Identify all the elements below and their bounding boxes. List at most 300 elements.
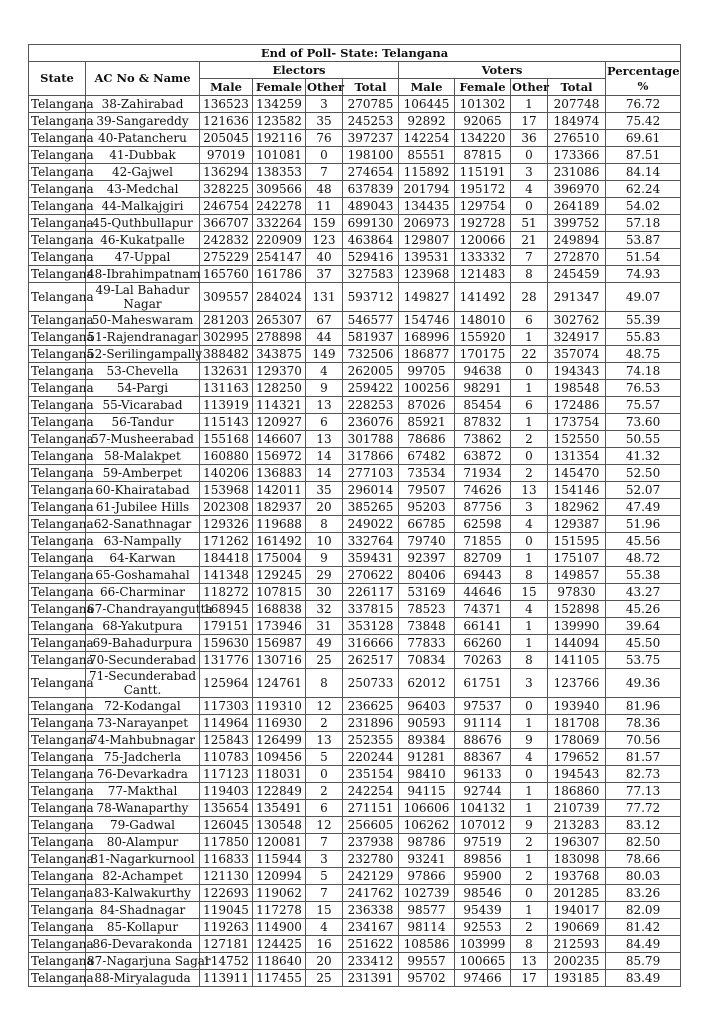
header-electors-male: Male: [200, 79, 253, 96]
cell-percentage: 62.24: [606, 181, 681, 198]
table-row: [29, 215, 681, 232]
cell-electors-other: 15: [306, 902, 343, 919]
cell-percentage: 73.60: [606, 414, 681, 431]
cell-electors-female: 161492: [253, 533, 306, 550]
cell-electors-total: 234167: [343, 919, 399, 936]
cell-electors-male: 275229: [200, 249, 253, 266]
table-row: [29, 766, 681, 783]
cell-electors-male: 184418: [200, 550, 253, 567]
cell-ac: 79-Gadwal: [86, 817, 200, 834]
table-row: [29, 902, 681, 919]
cell-voters-male: 139531: [399, 249, 455, 266]
cell-electors-other: 25: [306, 970, 343, 987]
cell-voters-female: 170175: [455, 346, 511, 363]
cell-electors-female: 101081: [253, 147, 306, 164]
cell-voters-male: 201794: [399, 181, 455, 198]
cell-electors-female: 265307: [253, 312, 306, 329]
cell-ac: 72-Kodangal: [86, 698, 200, 715]
cell-state: Telangana: [29, 902, 86, 919]
cell-state: Telangana: [29, 482, 86, 499]
cell-voters-total: 302762: [548, 312, 606, 329]
cell-ac: 50-Maheswaram: [86, 312, 200, 329]
cell-electors-male: 129326: [200, 516, 253, 533]
cell-voters-other: 36: [511, 130, 548, 147]
cell-voters-female: 63872: [455, 448, 511, 465]
table-row: [29, 601, 681, 618]
cell-percentage: 83.12: [606, 817, 681, 834]
cell-voters-total: 179652: [548, 749, 606, 766]
cell-voters-other: 15: [511, 584, 548, 601]
header-voters-female: Female: [455, 79, 511, 96]
cell-electors-total: 198100: [343, 147, 399, 164]
cell-electors-other: 2: [306, 715, 343, 732]
cell-voters-total: 151595: [548, 533, 606, 550]
cell-voters-other: 3: [511, 499, 548, 516]
cell-voters-female: 91114: [455, 715, 511, 732]
cell-voters-female: 95900: [455, 868, 511, 885]
table-row: [29, 397, 681, 414]
cell-electors-other: 8: [306, 669, 343, 698]
cell-percentage: 84.49: [606, 936, 681, 953]
cell-voters-other: 28: [511, 283, 548, 312]
cell-electors-total: 242129: [343, 868, 399, 885]
cell-electors-male: 388482: [200, 346, 253, 363]
cell-electors-female: 129245: [253, 567, 306, 584]
table-row: [29, 431, 681, 448]
cell-electors-male: 165760: [200, 266, 253, 283]
cell-state: Telangana: [29, 885, 86, 902]
cell-ac: 40-Patancheru: [86, 130, 200, 147]
header-state: State: [29, 62, 86, 96]
cell-state: Telangana: [29, 834, 86, 851]
cell-voters-female: 133332: [455, 249, 511, 266]
cell-electors-male: 135654: [200, 800, 253, 817]
table-row: [29, 198, 681, 215]
cell-voters-total: 212593: [548, 936, 606, 953]
cell-voters-male: 168996: [399, 329, 455, 346]
cell-state: Telangana: [29, 669, 86, 698]
cell-voters-total: 194343: [548, 363, 606, 380]
cell-percentage: 85.79: [606, 953, 681, 970]
cell-voters-female: 92553: [455, 919, 511, 936]
cell-electors-male: 159630: [200, 635, 253, 652]
cell-electors-other: 5: [306, 868, 343, 885]
cell-electors-male: 302995: [200, 329, 253, 346]
cell-ac: 46-Kukatpalle: [86, 232, 200, 249]
cell-voters-male: 149827: [399, 283, 455, 312]
cell-voters-other: 1: [511, 783, 548, 800]
cell-electors-other: 35: [306, 113, 343, 130]
cell-ac: 80-Alampur: [86, 834, 200, 851]
cell-electors-male: 113919: [200, 397, 253, 414]
cell-state: Telangana: [29, 215, 86, 232]
cell-percentage: 45.50: [606, 635, 681, 652]
cell-electors-other: 37: [306, 266, 343, 283]
cell-electors-female: 332264: [253, 215, 306, 232]
cell-electors-total: 236076: [343, 414, 399, 431]
cell-voters-male: 123968: [399, 266, 455, 283]
table-row: [29, 181, 681, 198]
cell-electors-other: 4: [306, 919, 343, 936]
cell-electors-male: 246754: [200, 198, 253, 215]
cell-voters-female: 195172: [455, 181, 511, 198]
cell-ac: 52-Serilingampally: [87, 346, 203, 361]
cell-electors-male: 121130: [200, 868, 253, 885]
cell-voters-other: 3: [511, 164, 548, 181]
cell-voters-total: 175107: [548, 550, 606, 567]
cell-voters-other: 0: [511, 448, 548, 465]
cell-electors-total: 235154: [343, 766, 399, 783]
cell-percentage: 78.66: [606, 851, 681, 868]
cell-state: Telangana: [29, 936, 86, 953]
cell-voters-other: 7: [511, 249, 548, 266]
cell-voters-total: 276510: [548, 130, 606, 147]
cell-ac: 42-Gajwel: [86, 164, 200, 181]
table-row: [29, 533, 681, 550]
cell-electors-male: 119045: [200, 902, 253, 919]
cell-percentage: 82.73: [606, 766, 681, 783]
header-electors-other: Other: [307, 79, 345, 94]
cell-percentage: 83.49: [606, 970, 681, 987]
cell-electors-other: 9: [306, 550, 343, 567]
cell-voters-male: 129807: [399, 232, 455, 249]
cell-voters-female: 74371: [455, 601, 511, 618]
cell-electors-female: 116930: [253, 715, 306, 732]
table-row: [29, 516, 681, 533]
cell-state: Telangana: [29, 329, 86, 346]
cell-ac: 73-Narayanpet: [86, 715, 200, 732]
cell-voters-other: 8: [511, 266, 548, 283]
cell-electors-total: 241762: [343, 885, 399, 902]
table-row: [29, 919, 681, 936]
table-row: [29, 953, 681, 970]
cell-electors-other: 7: [306, 885, 343, 902]
cell-electors-total: 732506: [343, 346, 399, 363]
cell-state: Telangana: [29, 266, 86, 283]
cell-percentage: 39.64: [606, 618, 681, 635]
cell-electors-total: 593712: [343, 283, 399, 312]
cell-electors-male: 115143: [200, 414, 253, 431]
cell-electors-male: 242832: [200, 232, 253, 249]
cell-electors-male: 366707: [200, 215, 253, 232]
cell-voters-other: 1: [511, 550, 548, 567]
cell-electors-total: 489043: [343, 198, 399, 215]
cell-voters-other: 2: [511, 834, 548, 851]
cell-percentage: 50.55: [606, 431, 681, 448]
cell-voters-male: 106262: [399, 817, 455, 834]
cell-voters-total: 129387: [548, 516, 606, 533]
cell-percentage: 53.75: [606, 652, 681, 669]
cell-electors-female: 242278: [253, 198, 306, 215]
cell-electors-female: 117278: [253, 902, 306, 919]
cell-electors-male: 114752: [200, 953, 253, 970]
cell-state: Telangana: [29, 567, 86, 584]
header-voters-other: Other: [512, 79, 550, 94]
header-electors-female: Female: [253, 79, 306, 96]
cell-voters-female: 85454: [455, 397, 511, 414]
cell-ac: 83-Kalwakurthy: [86, 885, 200, 902]
cell-voters-female: 61751: [455, 669, 511, 698]
cell-voters-female: 71855: [455, 533, 511, 550]
cell-state: Telangana: [29, 783, 86, 800]
cell-voters-male: 99705: [399, 363, 455, 380]
cell-electors-other: 149: [306, 346, 343, 363]
cell-electors-other: 76: [306, 130, 343, 147]
cell-electors-other: 13: [306, 397, 343, 414]
table-row: [29, 732, 681, 749]
cell-voters-total: 172486: [548, 397, 606, 414]
cell-percentage: 47.49: [606, 499, 681, 516]
cell-electors-male: 121636: [200, 113, 253, 130]
cell-electors-male: 126045: [200, 817, 253, 834]
cell-electors-female: 122849: [253, 783, 306, 800]
table-row: [29, 414, 681, 431]
cell-voters-other: 4: [511, 601, 548, 618]
cell-ac: 82-Achampet: [86, 868, 200, 885]
cell-percentage: 48.72: [606, 550, 681, 567]
table-row: [29, 283, 681, 312]
cell-voters-total: 264189: [548, 198, 606, 215]
cell-voters-female: 97537: [455, 698, 511, 715]
cell-electors-male: 202308: [200, 499, 253, 516]
table-row: [29, 584, 681, 601]
cell-electors-female: 278898: [253, 329, 306, 346]
cell-electors-male: 114964: [200, 715, 253, 732]
cell-voters-other: 51: [511, 215, 548, 232]
cell-electors-male: 132631: [200, 363, 253, 380]
cell-electors-total: 316666: [343, 635, 399, 652]
cell-voters-total: 193768: [548, 868, 606, 885]
cell-electors-other: 44: [306, 329, 343, 346]
cell-percentage: 53.87: [606, 232, 681, 249]
table-row: [29, 715, 681, 732]
cell-electors-male: 125964: [200, 669, 253, 698]
cell-electors-male: 116833: [200, 851, 253, 868]
cell-electors-other: 12: [306, 817, 343, 834]
cell-voters-other: 22: [511, 346, 548, 363]
cell-ac: 69-Bahadurpura: [86, 635, 200, 652]
cell-voters-total: 139990: [548, 618, 606, 635]
cell-electors-other: 29: [306, 567, 343, 584]
cell-voters-male: 102739: [399, 885, 455, 902]
cell-electors-other: 131: [306, 283, 343, 312]
cell-electors-total: 242254: [343, 783, 399, 800]
cell-electors-total: 232780: [343, 851, 399, 868]
cell-ac: 41-Dubbak: [86, 147, 200, 164]
cell-percentage: 87.51: [606, 147, 681, 164]
cell-electors-total: 237938: [343, 834, 399, 851]
cell-electors-total: 385265: [343, 499, 399, 516]
cell-voters-male: 70834: [399, 652, 455, 669]
cell-electors-total: 463864: [343, 232, 399, 249]
cell-electors-total: 296014: [343, 482, 399, 499]
cell-electors-male: 110783: [200, 749, 253, 766]
cell-voters-other: 6: [511, 397, 548, 414]
cell-voters-female: 87756: [455, 499, 511, 516]
cell-electors-other: 123: [306, 232, 343, 249]
cell-percentage: 76.72: [606, 96, 681, 113]
table-row: [29, 868, 681, 885]
cell-voters-female: 88367: [455, 749, 511, 766]
cell-voters-female: 66141: [455, 618, 511, 635]
cell-electors-total: 233412: [343, 953, 399, 970]
cell-state: Telangana: [29, 550, 86, 567]
header-electors-total: Total: [343, 79, 399, 96]
cell-voters-total: 178069: [548, 732, 606, 749]
table-row: [29, 96, 681, 113]
cell-state: Telangana: [29, 601, 86, 618]
cell-voters-male: 95702: [399, 970, 455, 987]
cell-electors-total: 529416: [343, 249, 399, 266]
cell-state: Telangana: [29, 698, 86, 715]
cell-voters-male: 99557: [399, 953, 455, 970]
cell-electors-female: 120081: [253, 834, 306, 851]
table-row: [29, 346, 681, 363]
cell-voters-other: 1: [511, 851, 548, 868]
cell-electors-other: 6: [306, 414, 343, 431]
cell-voters-other: 2: [511, 465, 548, 482]
cell-percentage: 78.36: [606, 715, 681, 732]
cell-electors-other: 67: [306, 312, 343, 329]
cell-ac: 88-Miryalaguda: [86, 970, 200, 987]
cell-electors-male: 205045: [200, 130, 253, 147]
cell-percentage: 77.13: [606, 783, 681, 800]
cell-percentage: 80.03: [606, 868, 681, 885]
cell-electors-female: 130548: [253, 817, 306, 834]
cell-electors-female: 115944: [253, 851, 306, 868]
cell-state: Telangana: [29, 618, 86, 635]
cell-voters-total: 152898: [548, 601, 606, 618]
cell-ac: 85-Kollapur: [86, 919, 200, 936]
cell-voters-male: 78523: [399, 601, 455, 618]
cell-ac: 53-Chevella: [86, 363, 200, 380]
cell-ac: 59-Amberpet: [86, 465, 200, 482]
cell-voters-total: 145470: [548, 465, 606, 482]
cell-voters-male: 98786: [399, 834, 455, 851]
cell-voters-total: 201285: [548, 885, 606, 902]
cell-voters-other: 1: [511, 715, 548, 732]
cell-electors-female: 343875: [253, 346, 306, 363]
cell-ac: 55-Vicarabad: [86, 397, 200, 414]
cell-voters-other: 1: [511, 380, 548, 397]
cell-voters-total: 200235: [548, 953, 606, 970]
cell-voters-total: 131354: [548, 448, 606, 465]
cell-electors-other: 2: [306, 783, 343, 800]
cell-voters-total: 183098: [548, 851, 606, 868]
cell-electors-female: 138353: [253, 164, 306, 181]
table-row: [29, 312, 681, 329]
table-row: [29, 970, 681, 987]
cell-electors-other: 31: [306, 618, 343, 635]
table-row: [29, 783, 681, 800]
cell-state: Telangana: [29, 851, 86, 868]
cell-electors-male: 117303: [200, 698, 253, 715]
cell-voters-other: 17: [511, 113, 548, 130]
cell-voters-male: 79740: [399, 533, 455, 550]
cell-electors-other: 12: [306, 698, 343, 715]
cell-electors-other: 11: [306, 198, 343, 215]
cell-voters-total: 149857: [548, 567, 606, 584]
cell-state: Telangana: [29, 283, 86, 312]
cell-ac: 51-Rajendranagar: [87, 329, 198, 344]
cell-state: Telangana: [29, 516, 86, 533]
cell-voters-other: 13: [511, 953, 548, 970]
cell-electors-other: 13: [306, 431, 343, 448]
cell-ac: 48-Ibrahimpatnam: [87, 266, 201, 281]
cell-voters-male: 73848: [399, 618, 455, 635]
cell-electors-total: 317866: [343, 448, 399, 465]
table-row: [29, 448, 681, 465]
cell-voters-other: 4: [511, 749, 548, 766]
cell-percentage: 51.96: [606, 516, 681, 533]
cell-voters-total: 141105: [548, 652, 606, 669]
cell-electors-male: 309557: [200, 283, 253, 312]
cell-electors-total: 245253: [343, 113, 399, 130]
cell-electors-male: 113911: [200, 970, 253, 987]
cell-voters-male: 79507: [399, 482, 455, 499]
table-row: [29, 550, 681, 567]
cell-ac: 84-Shadnagar: [86, 902, 200, 919]
cell-electors-other: 32: [306, 601, 343, 618]
cell-electors-total: 332764: [343, 533, 399, 550]
cell-electors-other: 25: [306, 652, 343, 669]
cell-voters-male: 154746: [399, 312, 455, 329]
cell-percentage: 75.42: [606, 113, 681, 130]
table-body: [29, 96, 681, 987]
cell-electors-female: 156987: [253, 635, 306, 652]
cell-percentage: 70.56: [606, 732, 681, 749]
cell-ac: 54-Pargi: [86, 380, 200, 397]
table-row: [29, 147, 681, 164]
cell-voters-total: 399752: [548, 215, 606, 232]
table-row: [29, 232, 681, 249]
cell-electors-female: 309566: [253, 181, 306, 198]
cell-electors-total: 226117: [343, 584, 399, 601]
cell-state: Telangana: [29, 113, 86, 130]
cell-percentage: 52.07: [606, 482, 681, 499]
cell-voters-total: 190669: [548, 919, 606, 936]
cell-electors-male: 179151: [200, 618, 253, 635]
cell-voters-male: 98410: [399, 766, 455, 783]
table-row: [29, 652, 681, 669]
cell-voters-male: 93241: [399, 851, 455, 868]
cell-electors-total: 256605: [343, 817, 399, 834]
cell-percentage: 49.07: [606, 283, 681, 312]
cell-electors-male: 281203: [200, 312, 253, 329]
cell-electors-female: 118031: [253, 766, 306, 783]
cell-electors-other: 4: [306, 363, 343, 380]
cell-voters-total: 184974: [548, 113, 606, 130]
cell-ac: 43-Medchal: [86, 181, 200, 198]
cell-voters-other: 1: [511, 414, 548, 431]
cell-electors-total: 327583: [343, 266, 399, 283]
cell-electors-total: 236625: [343, 698, 399, 715]
cell-electors-female: 119688: [253, 516, 306, 533]
table-row: [29, 851, 681, 868]
table-row: [29, 499, 681, 516]
cell-voters-other: 1: [511, 635, 548, 652]
cell-electors-total: 637839: [343, 181, 399, 198]
cell-ac: 71-Secunderabad Cantt.: [86, 669, 200, 698]
table-row: [29, 380, 681, 397]
cell-state: Telangana: [29, 249, 86, 266]
table-row: [29, 482, 681, 499]
cell-electors-male: 153968: [200, 482, 253, 499]
cell-electors-female: 114900: [253, 919, 306, 936]
cell-state: Telangana: [29, 431, 86, 448]
cell-electors-female: 161786: [253, 266, 306, 283]
cell-ac: 74-Mahbubnagar: [86, 732, 200, 749]
